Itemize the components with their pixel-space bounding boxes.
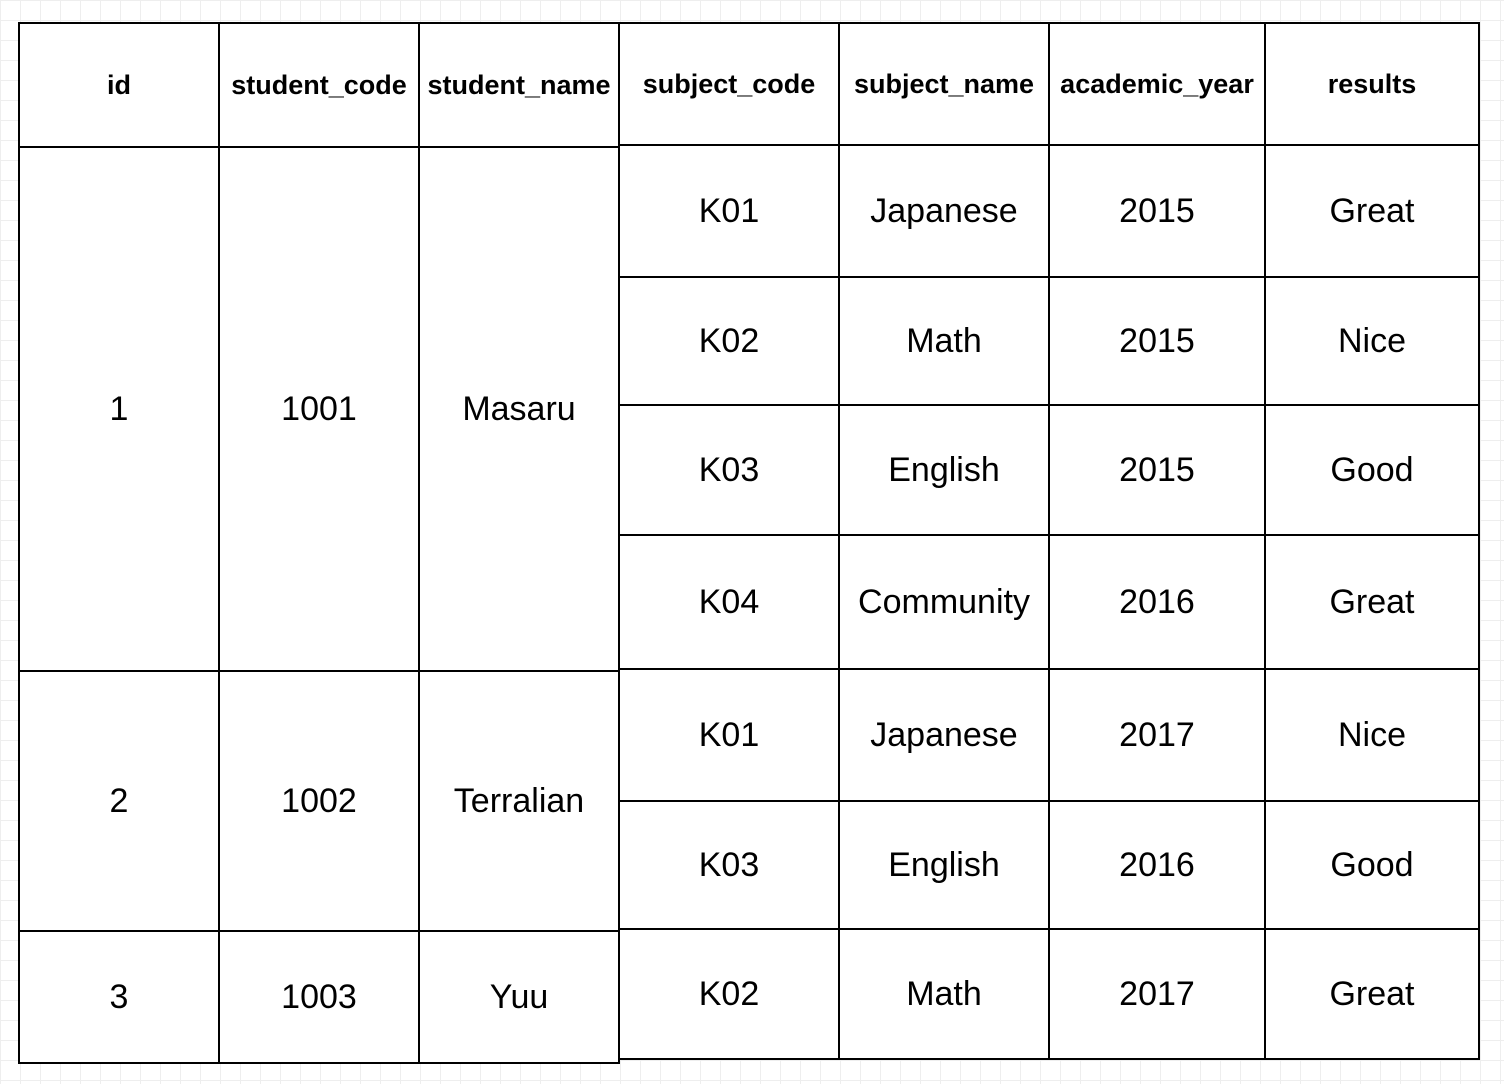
subject-code-cell: K04: [618, 534, 840, 670]
student-name: Yuu: [418, 930, 620, 1064]
subject-name-cell: Math: [838, 928, 1050, 1060]
subject-name-cell: Japanese: [838, 668, 1050, 802]
header-subject-code: subject_code: [618, 22, 840, 146]
results-cell: Good: [1264, 800, 1480, 930]
header-student-name: student_name: [418, 22, 620, 148]
subject-name-cell: Community: [838, 534, 1050, 670]
results-cell: Great: [1264, 928, 1480, 1060]
results-cell: Great: [1264, 144, 1480, 278]
subject-code-cell: K02: [618, 928, 840, 1060]
academic-year-cell: 2016: [1048, 534, 1266, 670]
header-student-code: student_code: [218, 22, 420, 148]
subject-code-cell: K03: [618, 404, 840, 536]
academic-year-cell: 2017: [1048, 928, 1266, 1060]
subject-name-cell: Math: [838, 276, 1050, 406]
student-name: Terralian: [418, 670, 620, 932]
subject-name-cell: English: [838, 404, 1050, 536]
academic-year-cell: 2015: [1048, 144, 1266, 278]
academic-year-cell: 2015: [1048, 404, 1266, 536]
subject-name-cell: Japanese: [838, 144, 1050, 278]
subject-code-cell: K02: [618, 276, 840, 406]
subject-name-cell: English: [838, 800, 1050, 930]
student-id: 3: [18, 930, 220, 1064]
student-code: 1003: [218, 930, 420, 1064]
academic-year-cell: 2016: [1048, 800, 1266, 930]
student-id: 2: [18, 670, 220, 932]
student-id: 1: [18, 146, 220, 672]
results-cell: Good: [1264, 404, 1480, 536]
academic-year-cell: 2015: [1048, 276, 1266, 406]
subject-code-cell: K01: [618, 668, 840, 802]
subject-code-cell: K03: [618, 800, 840, 930]
results-cell: Great: [1264, 534, 1480, 670]
header-id: id: [18, 22, 220, 148]
results-cell: Nice: [1264, 668, 1480, 802]
academic-year-cell: 2017: [1048, 668, 1266, 802]
header-subject-name: subject_name: [838, 22, 1050, 146]
header-academic-year: academic_year: [1048, 22, 1266, 146]
student-code: 1002: [218, 670, 420, 932]
subject-code-cell: K01: [618, 144, 840, 278]
student-code: 1001: [218, 146, 420, 672]
results-cell: Nice: [1264, 276, 1480, 406]
student-name: Masaru: [418, 146, 620, 672]
header-results: results: [1264, 22, 1480, 146]
